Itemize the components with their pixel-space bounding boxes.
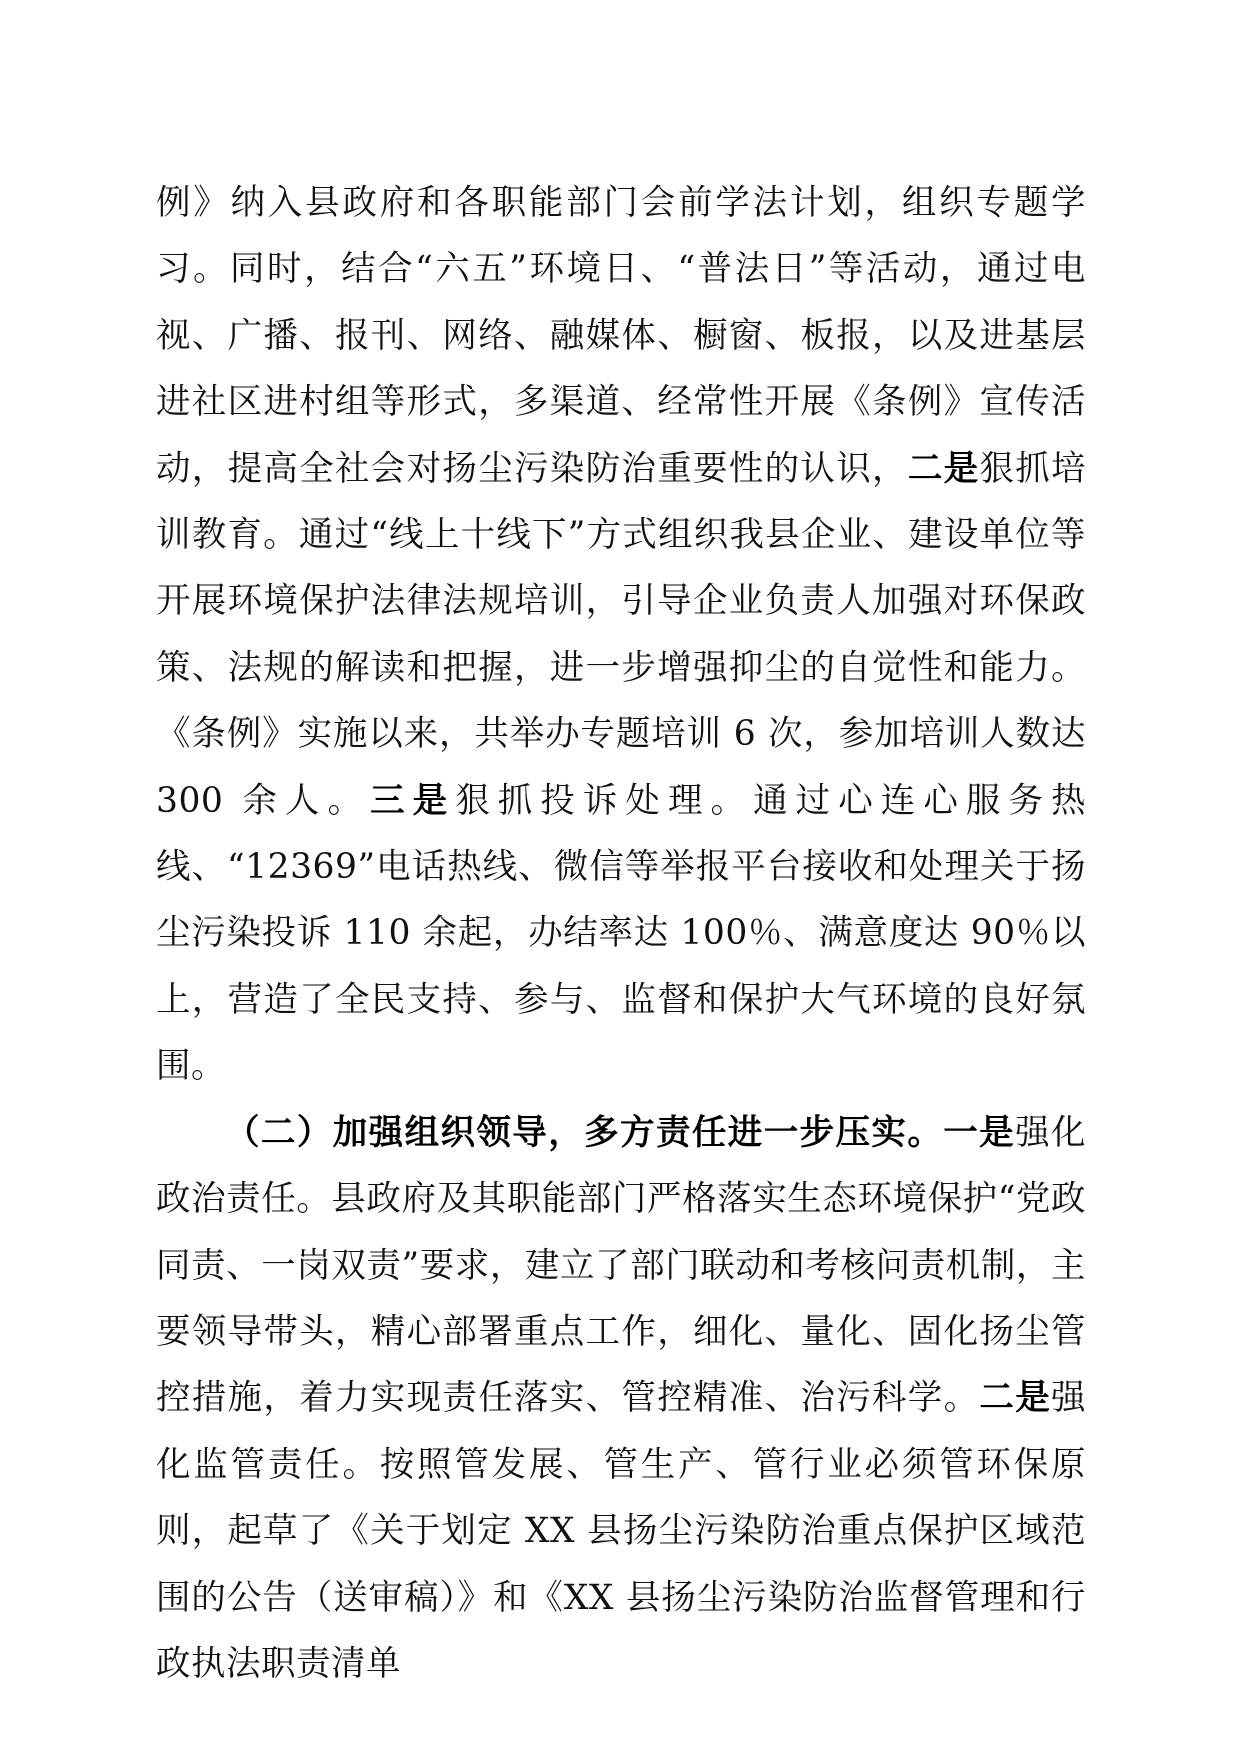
body-text: 强化监管责任。按照管发展、管生产、管行业必须管环保原则，起草了《关于划定 XX 县扬尘污染防治重点保护区域范围的公告（送审稿）》和《XX 县扬尘污染防治监督管理和行政执法职责清单 — [156, 1378, 1087, 1684]
body-text: 强化政治责任。县政府及其职能部门严格落实生态环境保护“党政同责、一岗双责”要求，建立了部门联动和考核问责机制，主要领导带头，精心部署重点工作，细化、量化、固化扬尘管控措施，着力实现责任落实、管控精准、治污科学。 — [156, 1112, 1087, 1419]
body-text: 例》纳入县政府和各职能部门会前学法计划，组织专题学习。同时，结合“六五”环境日、“普法日”等活动，通过电视、广播、报刊、网络、融媒体、橱窗、板报，以及进基层进社区进村组等形式，多渠道、经常性开展《条例》宣传活动，提高全社会对扬尘污染防治重要性的认识， — [156, 183, 1086, 489]
body-text: 狠抓培训教育。通过“线上十线下”方式组织我县企业、建设单位等开展环境保护法律法规培训，引导企业负责人加强对环保政策、法规的解读和把握，进一步增强抑尘的自觉性和能力。《条例》实施以来，共举办专题培训 6 次，参加培训人数达 300 余人。 — [156, 448, 1087, 821]
paragraph — [156, 170, 1086, 1100]
paragraph — [156, 1100, 1086, 1698]
body-text: 狠抓投诉处理。通过心连心服务热线、“12369”电话热线、微信等举报平台接收和处理关于扬尘污染投诉 110 余起，办结率达 100％、满意度达 90％以上，营造了全民支持、参与、监督和保护大气环境的良好氛围。 — [156, 780, 1087, 1087]
emphasis-text: 二是 — [979, 1378, 1052, 1419]
emphasis-text: （二）加强组织领导，多方责任进一步压实。一是 — [225, 1112, 1016, 1153]
emphasis-text: 三是 — [370, 780, 456, 821]
emphasis-text: 二是 — [907, 448, 980, 489]
document-body — [156, 170, 1086, 1697]
